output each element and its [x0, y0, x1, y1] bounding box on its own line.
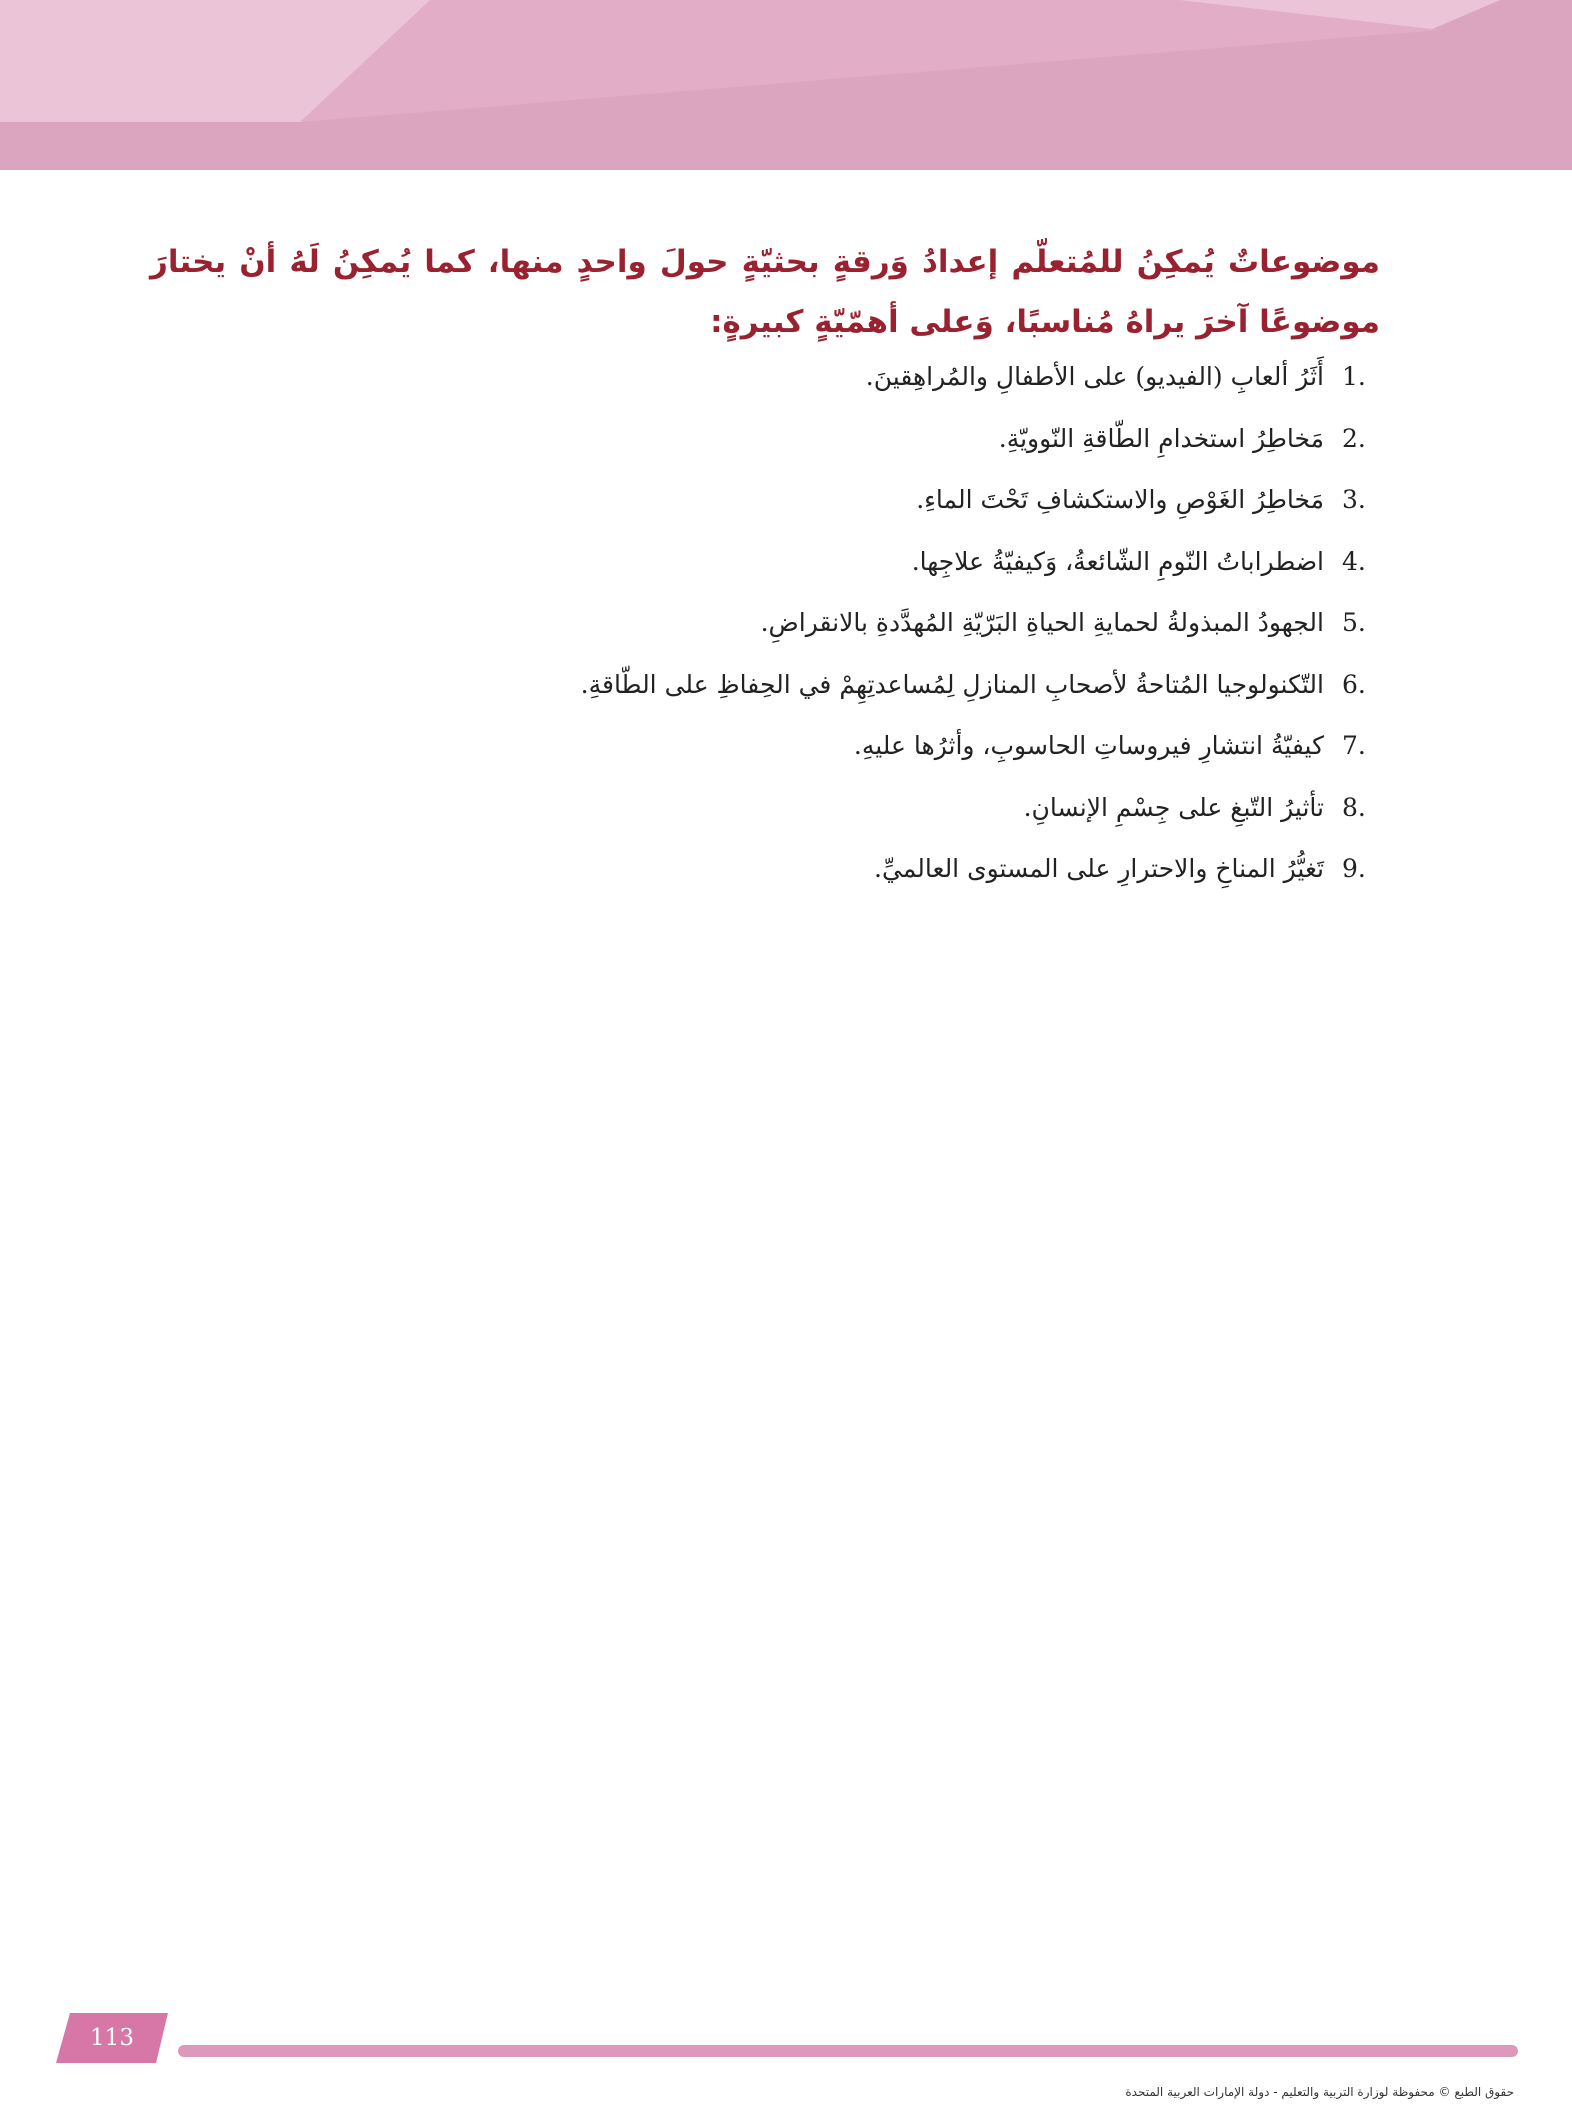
topic-item-3: [150, 485, 1380, 547]
topic-text: مَخاطِرُ الغَوْصِ والاستكشافِ تَحْتَ الماءِ.: [916, 485, 1324, 514]
copyright-notice: حقوق الطبع © محفوظة لوزارة التربية والتعليم - دولة الإمارات العربية المتحدة: [1125, 2085, 1514, 2099]
topic-item-9: [150, 854, 1380, 916]
topic-number: 5.: [1342, 608, 1366, 637]
topic-list: [150, 362, 1380, 916]
header-shapes: [0, 0, 1572, 170]
topic-text: أَثَرُ ألعابِ (الفيديو) على الأطفالِ والمُراهِقينَ.: [865, 362, 1324, 391]
topic-item-2: [150, 424, 1380, 486]
topic-item-8: [150, 793, 1380, 855]
topic-text: تَغيُّرُ المناخِ والاحترارِ على المستوى العالميِّ.: [874, 854, 1324, 883]
topic-number: 6.: [1342, 669, 1366, 699]
topic-text: مَخاطِرُ استخدامِ الطّاقةِ النّوويّةِ.: [998, 423, 1324, 453]
topic-item-4: [150, 547, 1380, 609]
topic-number: 7.: [1342, 731, 1366, 760]
topic-number: 4.: [1342, 546, 1366, 576]
page-number-tab: [56, 2013, 168, 2063]
topic-text: كيفيّةُ انتشارِ فيروساتِ الحاسوبِ، وأثرُها عليهِ.: [853, 731, 1324, 760]
topic-number: 1.: [1342, 362, 1366, 391]
topic-text: تأثيرُ التّبغِ على جِسْمِ الإنسانِ.: [1023, 792, 1324, 822]
header-decoration: [0, 0, 1572, 170]
page-number: 113: [90, 2025, 134, 2051]
topic-text: التّكنولوجيا المُتاحةُ لأصحابِ المنازلِ لِمُساعدتِهِمْ في الحِفاظِ على الطّاقةِ.: [580, 669, 1324, 699]
footer-divider: [178, 2045, 1518, 2057]
main-content: [150, 232, 1380, 916]
topic-item-6: [150, 670, 1380, 732]
topic-number: 2.: [1342, 423, 1366, 453]
topic-text: اضطراباتُ النّومِ الشّائعةُ، وَكيفيّةُ علاجِها.: [911, 546, 1324, 576]
intro-heading: موضوعاتٌ يُمكِنُ للمُتعلّم إعدادُ وَرقةٍ بحثيّةٍ حولَ واحدٍ منها، كما يُمكِنُ لَهُ أنْ يختارَ موضوعًا آخرَ يراهُ مُناسبًا، وَعلى أهمّيّةٍ كبيرةٍ:: [150, 244, 1380, 340]
topic-number: 9.: [1342, 854, 1366, 883]
topic-item-5: [150, 608, 1380, 670]
topic-number: 8.: [1342, 792, 1366, 822]
topic-text: الجهودُ المبذولةُ لحمايةِ الحياةِ البَرّيّةِ المُهدَّدةِ بالانقراضِ.: [760, 608, 1324, 637]
topic-item-7: [150, 731, 1380, 793]
topic-number: 3.: [1342, 485, 1366, 514]
topic-item-1: [150, 362, 1380, 424]
